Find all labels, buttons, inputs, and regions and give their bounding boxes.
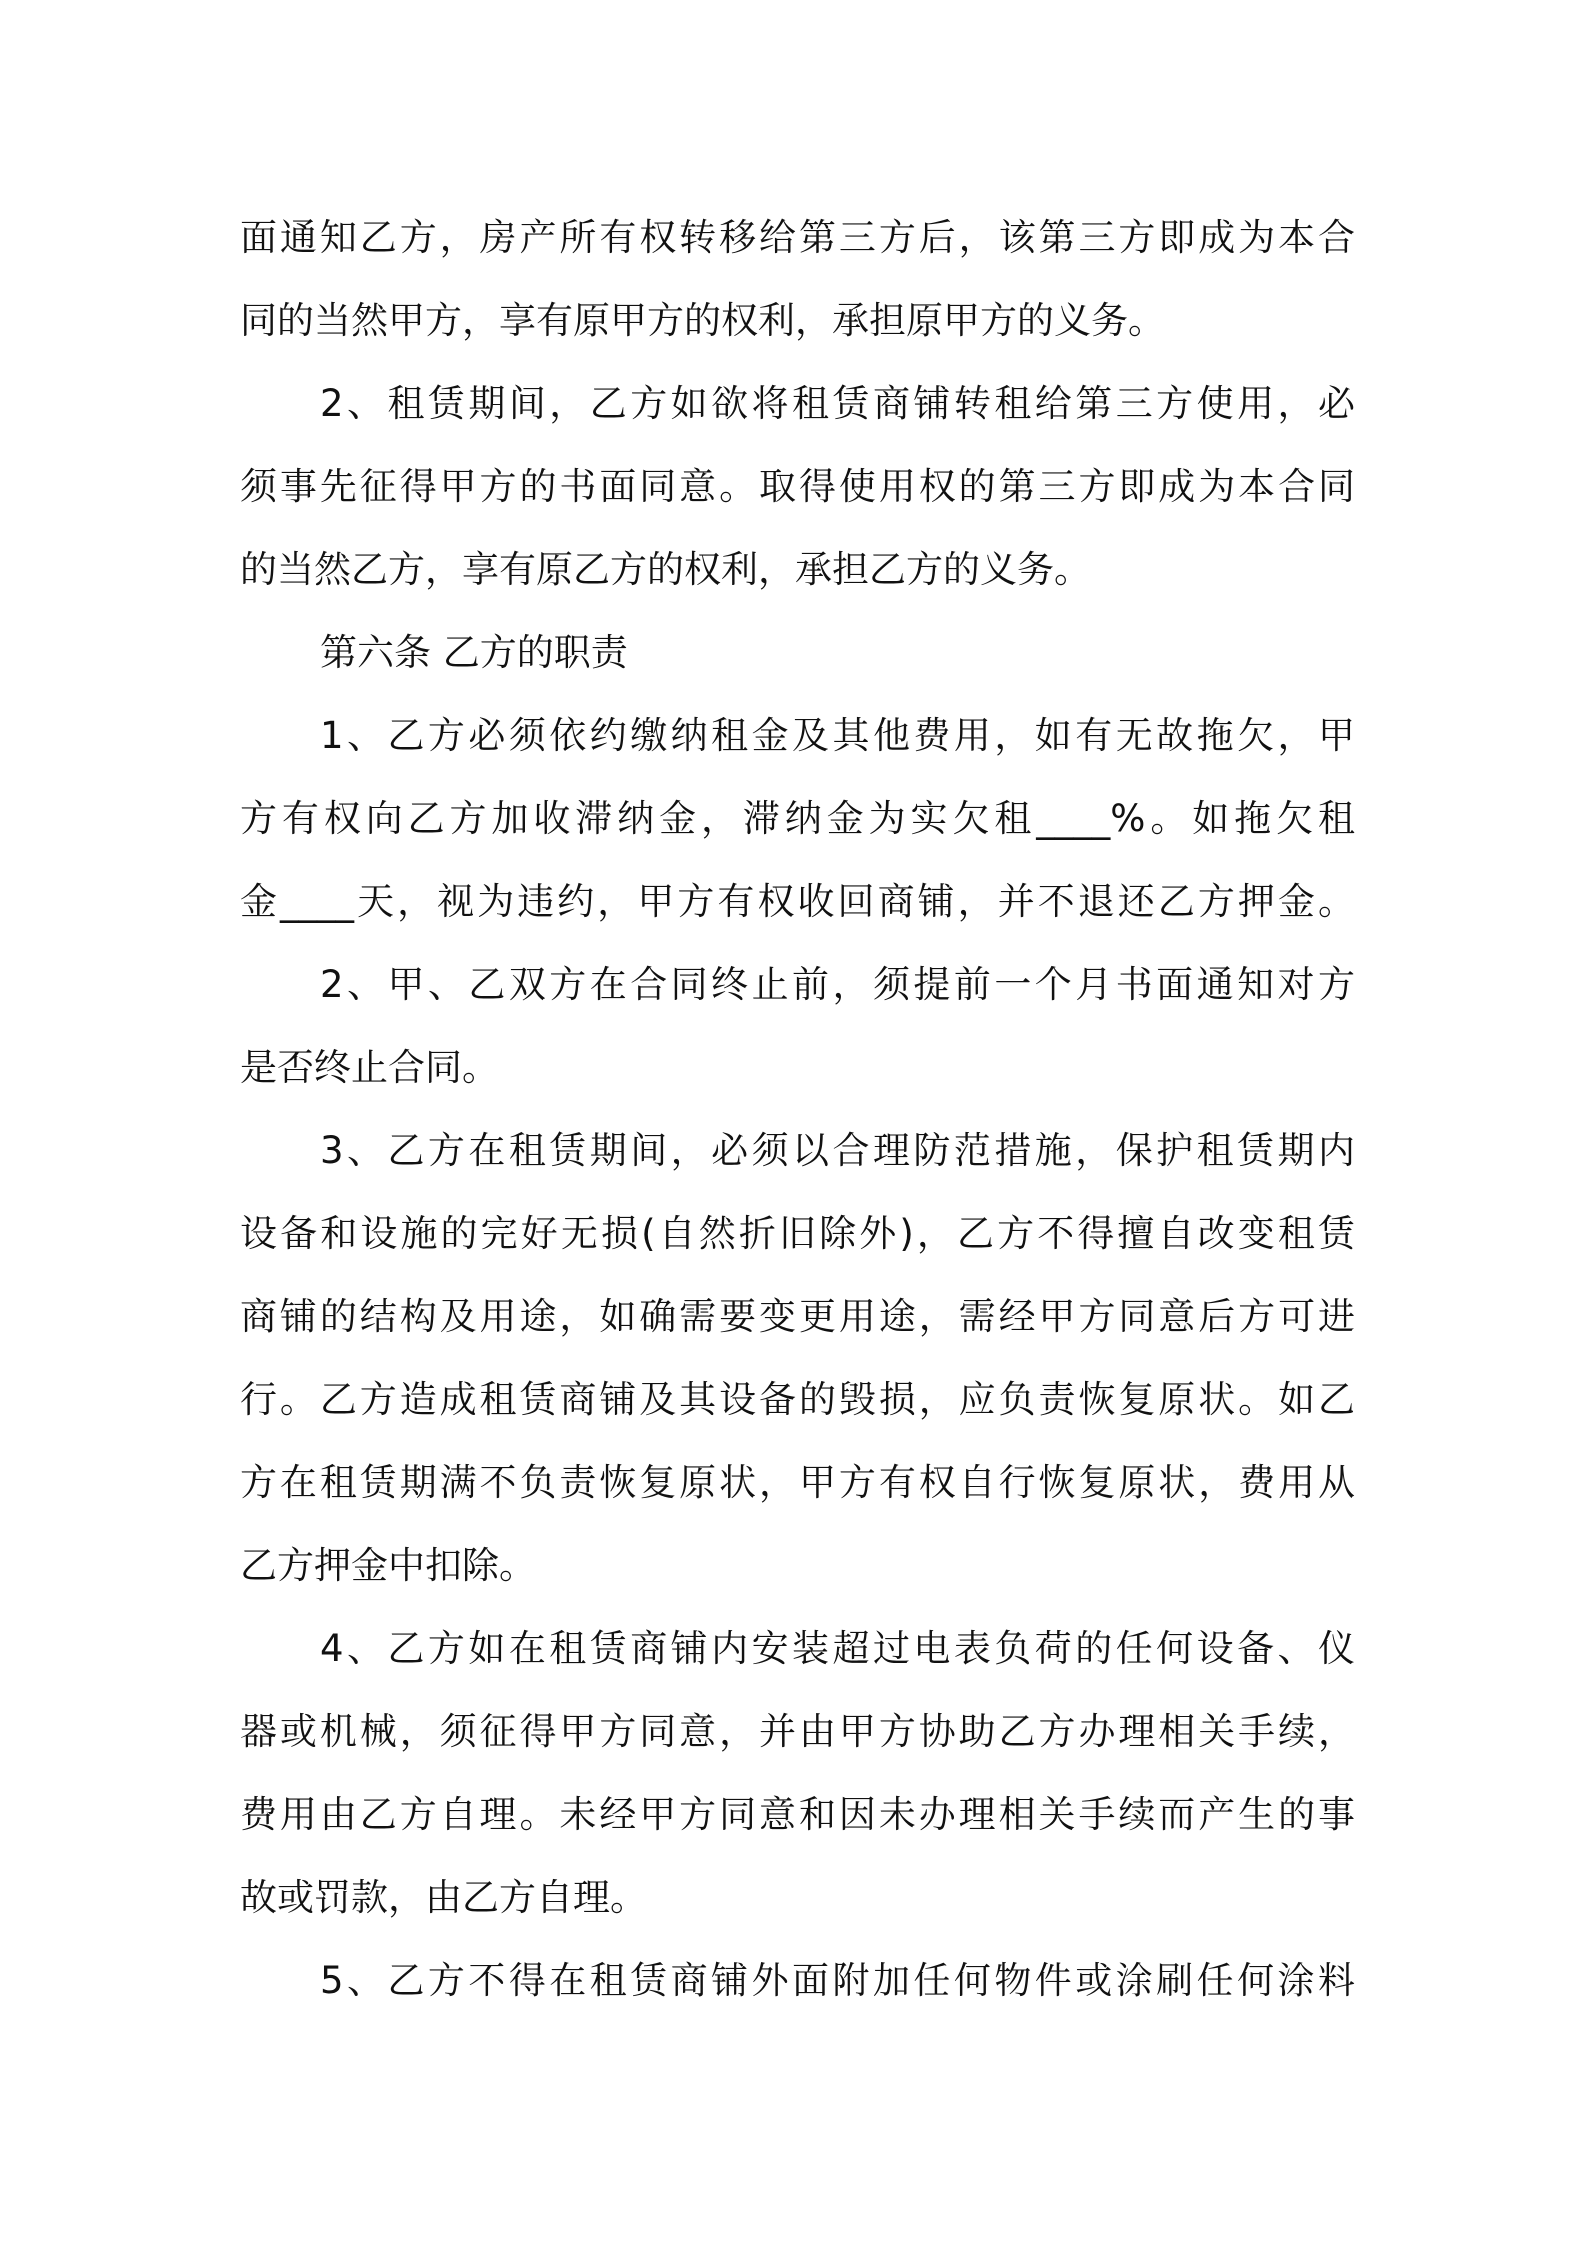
clause-line: 2、租赁期间，乙方如欲将租赁商铺转租给第三方使用，必 bbox=[320, 382, 1355, 425]
text-line: 行。乙方造成租赁商铺及其设备的毁损，应负责恢复原状。如乙 bbox=[240, 1378, 1355, 1421]
text-line: 乙方押金中扣除。 bbox=[240, 1544, 536, 1587]
text-line: 面通知乙方，房产所有权转移给第三方后，该第三方即成为本合 bbox=[240, 216, 1355, 259]
text-line: 须事先征得甲方的书面同意。取得使用权的第三方即成为本合同 bbox=[240, 465, 1355, 508]
text-line: 的当然乙方，享有原乙方的权利，承担乙方的义务。 bbox=[240, 548, 1091, 591]
text-line: 同的当然甲方，享有原甲方的权利，承担原甲方的义务。 bbox=[240, 299, 1165, 342]
clause-line: 1、乙方必须依约缴纳租金及其他费用，如有无故拖欠，甲 bbox=[320, 714, 1355, 757]
clause-line: 3、乙方在租赁期间，必须以合理防范措施，保护租赁期内 bbox=[320, 1129, 1355, 1172]
clause-line: 2、甲、乙双方在合同终止前，须提前一个月书面通知对方 bbox=[320, 963, 1355, 1006]
text-line: 商铺的结构及用途，如确需要变更用途，需经甲方同意后方可进 bbox=[240, 1295, 1355, 1338]
clause-line: 5、乙方不得在租赁商铺外面附加任何物件或涂刷任何涂料 bbox=[320, 1959, 1355, 2002]
text-line: 故或罚款，由乙方自理。 bbox=[240, 1876, 647, 1919]
section-heading: 第六条 乙方的职责 bbox=[320, 631, 628, 674]
text-line: 金____天，视为违约，甲方有权收回商铺，并不退还乙方押金。 bbox=[240, 880, 1355, 923]
text-line: 方有权向乙方加收滞纳金，滞纳金为实欠租____%。如拖欠租 bbox=[240, 797, 1355, 840]
contract-text bbox=[240, 196, 1355, 2022]
text-line: 方在租赁期满不负责恢复原状，甲方有权自行恢复原状，费用从 bbox=[240, 1461, 1355, 1504]
text-line: 费用由乙方自理。未经甲方同意和因未办理相关手续而产生的事 bbox=[240, 1793, 1355, 1836]
text-line: 设备和设施的完好无损(自然折旧除外)，乙方不得擅自改变租赁 bbox=[240, 1212, 1355, 1255]
text-line: 是否终止合同。 bbox=[240, 1046, 499, 1089]
clause-line: 4、乙方如在租赁商铺内安装超过电表负荷的任何设备、仪 bbox=[320, 1627, 1355, 1670]
text-line: 器或机械，须征得甲方同意，并由甲方协助乙方办理相关手续， bbox=[240, 1710, 1355, 1753]
